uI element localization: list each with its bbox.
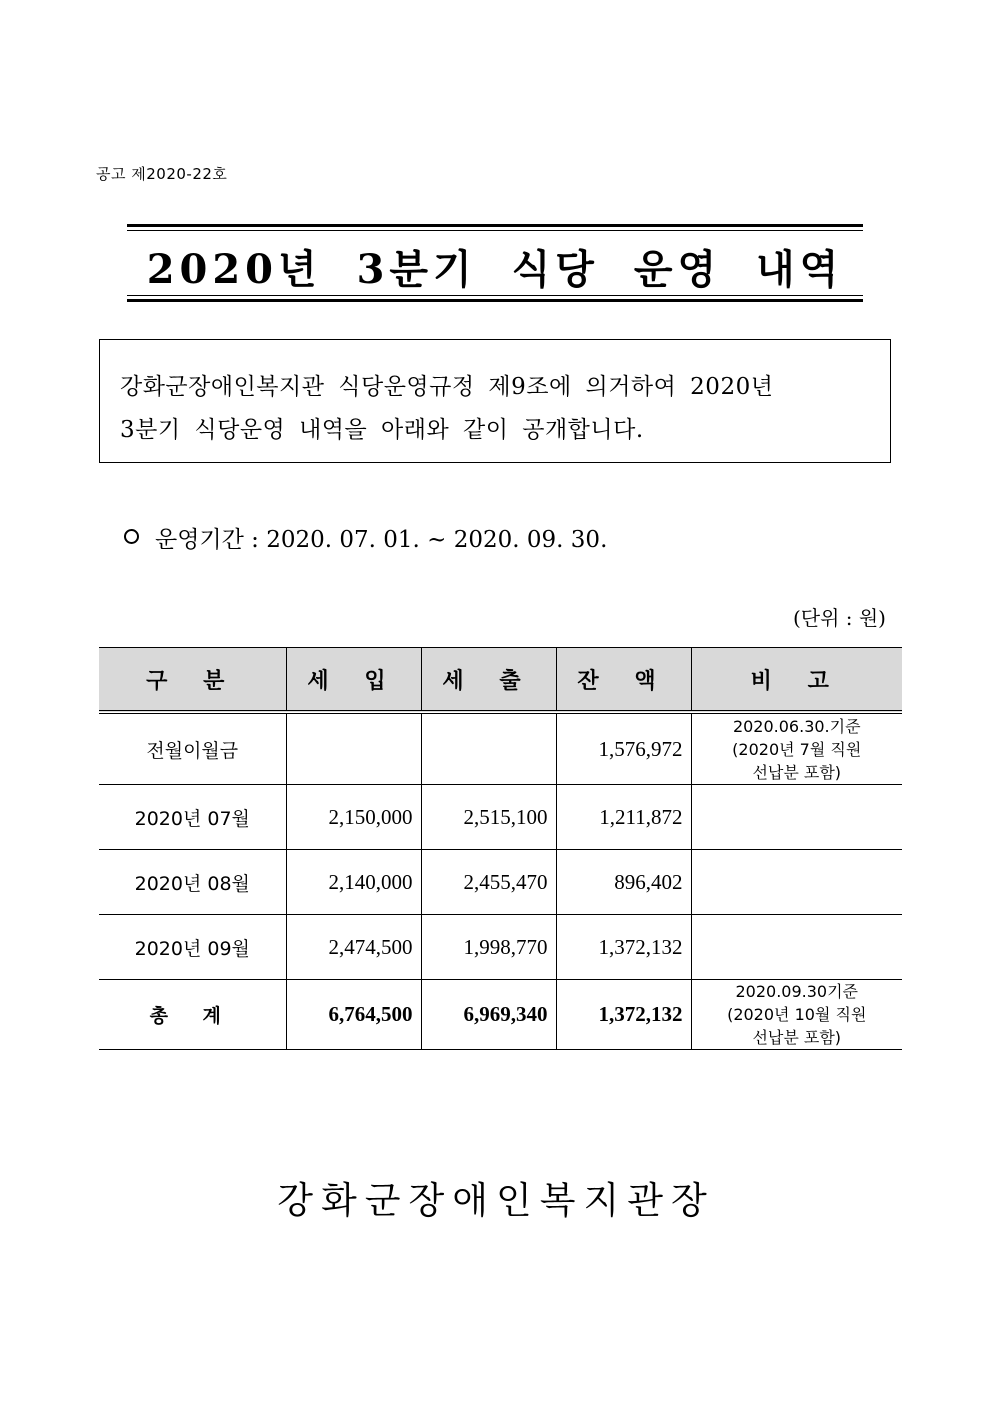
table-row	[99, 915, 902, 980]
row-income	[286, 712, 421, 785]
row-label: 2020년 08월	[99, 850, 286, 915]
note-line: 2020.06.30.기준	[732, 716, 861, 736]
intro-box	[99, 339, 891, 463]
row-label: 전월이월금	[99, 712, 286, 785]
row-note	[691, 785, 902, 850]
note-line: 선납분 포함)	[752, 762, 842, 782]
table-header-row	[99, 648, 902, 713]
row-income: 2,474,500	[286, 915, 421, 980]
circle-bullet-icon	[124, 529, 139, 544]
operation-period	[124, 521, 607, 554]
page-title: 2020년 3분기 식당 운영 내역	[146, 246, 844, 293]
intro-line-2: 3분기 식당운영 내역을 아래와 같이 공개합니다.	[120, 417, 644, 443]
row-note	[691, 712, 902, 785]
operation-period-text: 운영기간 : 2020. 07. 01. ~ 2020. 09. 30.	[155, 527, 608, 553]
header-note: 비 고	[691, 648, 902, 713]
intro-line-1: 강화군장애인복지관 식당운영규정 제9조에 의거하여 2020년	[120, 374, 774, 400]
row-note	[691, 915, 902, 980]
row-expense: 2,455,470	[421, 850, 556, 915]
row-label: 2020년 09월	[99, 915, 286, 980]
total-note	[691, 980, 902, 1050]
row-balance: 1,372,132	[556, 915, 691, 980]
title-frame	[127, 224, 863, 302]
header-income: 세 입	[286, 648, 421, 713]
total-row	[99, 980, 902, 1050]
note-line: 선납분 포함)	[752, 1028, 842, 1047]
table-row	[99, 785, 902, 850]
note-line: (2020년 10월 직원	[727, 1005, 867, 1024]
row-balance: 1,576,972	[556, 712, 691, 785]
header-expense: 세 출	[421, 648, 556, 713]
table-row	[99, 850, 902, 915]
row-expense: 1,998,770	[421, 915, 556, 980]
notice-number: 공고 제2020-22호	[96, 165, 228, 183]
note-line: 2020.09.30기준	[735, 982, 859, 1001]
total-label: 총 계	[99, 980, 286, 1050]
row-label: 2020년 07월	[99, 785, 286, 850]
total-expense: 6,969,340	[421, 980, 556, 1050]
total-balance: 1,372,132	[556, 980, 691, 1050]
row-income: 2,150,000	[286, 785, 421, 850]
row-balance: 1,211,872	[556, 785, 691, 850]
row-note	[691, 850, 902, 915]
header-category: 구 분	[99, 648, 286, 713]
signature: 강화군장애인복지관장	[277, 1179, 715, 1222]
row-balance: 896,402	[556, 850, 691, 915]
header-balance: 잔 액	[556, 648, 691, 713]
table-row	[99, 712, 902, 785]
row-expense	[421, 712, 556, 785]
ledger-table	[99, 647, 902, 1050]
note-line: (2020년 7월 직원	[732, 739, 862, 759]
total-income: 6,764,500	[286, 980, 421, 1050]
row-expense: 2,515,100	[421, 785, 556, 850]
unit-label: (단위 : 원)	[792, 606, 886, 630]
row-income: 2,140,000	[286, 850, 421, 915]
